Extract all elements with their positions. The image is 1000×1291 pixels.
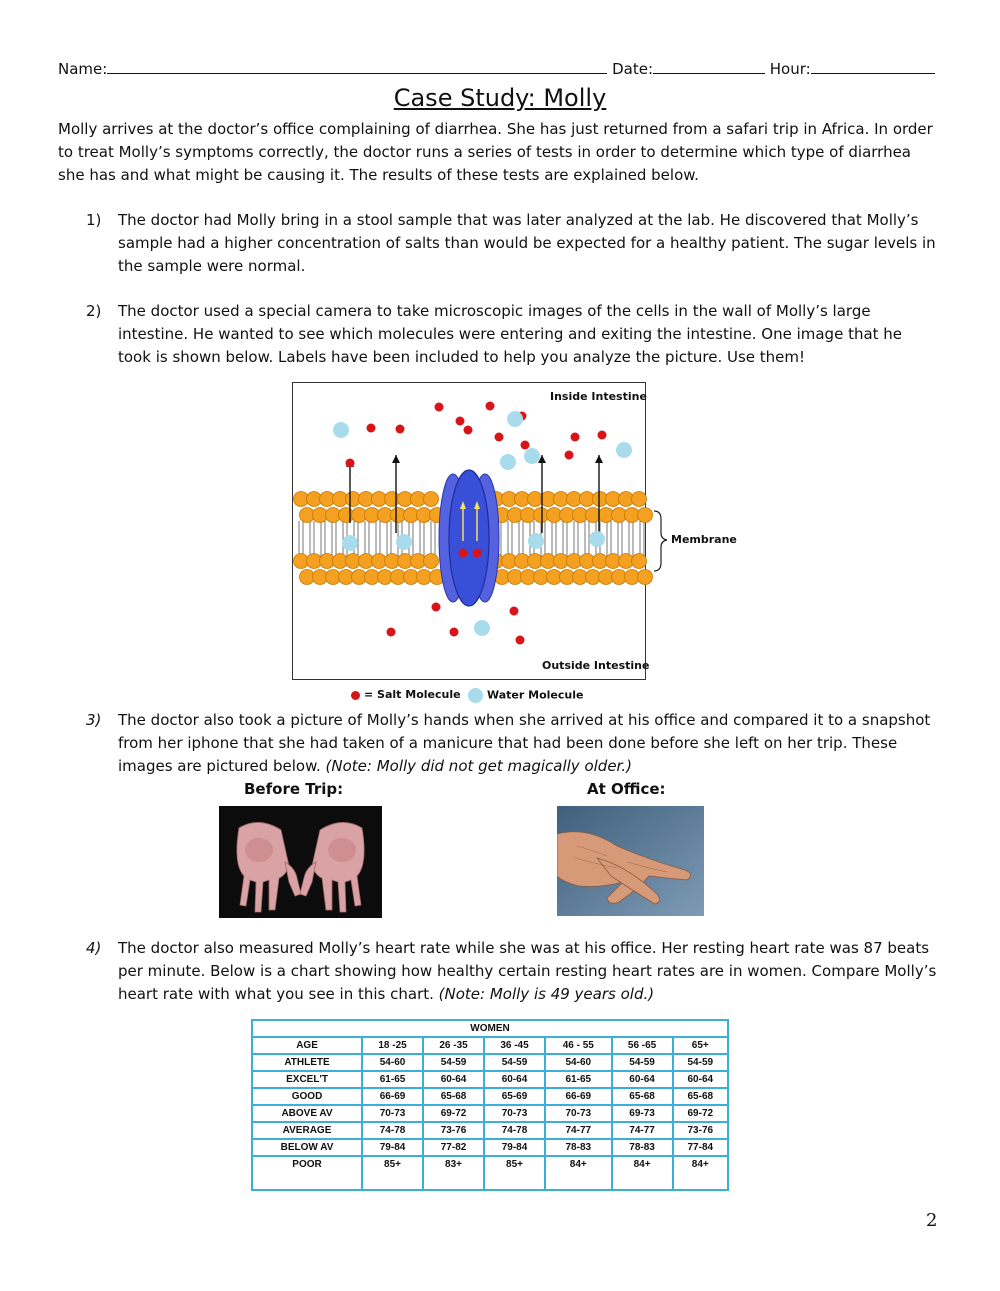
water-molecule bbox=[524, 448, 540, 464]
table-row bbox=[252, 1037, 728, 1054]
table-cell: 84+ bbox=[612, 1156, 673, 1190]
table-cell: 74-77 bbox=[545, 1122, 612, 1139]
lipid-head bbox=[424, 554, 439, 569]
table-cell: 77-82 bbox=[423, 1139, 484, 1156]
table-cell: 60-64 bbox=[423, 1071, 484, 1088]
salt-molecule bbox=[456, 417, 465, 426]
membrane-diagram bbox=[292, 382, 737, 680]
date-blank[interactable] bbox=[653, 72, 765, 74]
table-cell: 70-73 bbox=[484, 1105, 545, 1122]
water-molecule bbox=[507, 411, 523, 427]
table-cell: 54-59 bbox=[484, 1054, 545, 1071]
question-text: The doctor used a special camera to take microscopic images of the cells in the wall of Molly’s large intestine. He wanted to see which molecules were entering and exiting the intestine. One image that he took is shown below. Labels have been included to help you analyze the picture. Use them! bbox=[118, 302, 903, 366]
legend-water: Water Molecule bbox=[468, 688, 583, 703]
question-number: 3) bbox=[86, 711, 102, 729]
table-cell: 70-73 bbox=[362, 1105, 423, 1122]
salt-molecule bbox=[464, 426, 473, 435]
row-header-cell: ABOVE AV bbox=[252, 1105, 362, 1122]
question-1 bbox=[86, 209, 938, 278]
outside-intestine-label: Outside Intestine bbox=[542, 659, 650, 672]
table-cell: 79-84 bbox=[484, 1139, 545, 1156]
table-cell: 77-84 bbox=[673, 1139, 728, 1156]
salt-molecule bbox=[521, 441, 530, 450]
water-molecule bbox=[616, 442, 632, 458]
table-cell: 60-64 bbox=[673, 1071, 728, 1088]
row-header-cell: AVERAGE bbox=[252, 1122, 362, 1139]
table-cell: 61-65 bbox=[362, 1071, 423, 1088]
salt-molecule bbox=[510, 607, 519, 616]
date-label: Date: bbox=[612, 60, 653, 78]
table-cell: 54-60 bbox=[545, 1054, 612, 1071]
table-cell: 70-73 bbox=[545, 1105, 612, 1122]
table-cell: 83+ bbox=[423, 1156, 484, 1190]
salt-molecule bbox=[495, 433, 504, 442]
water-molecule bbox=[474, 620, 490, 636]
question-text: The doctor had Molly bring in a stool sample that was later analyzed at the lab. He discovered that Molly’s sample had a higher concentration of salts than would be expected for a healthy patient. The sugar levels in the sample were normal. bbox=[118, 211, 936, 275]
question-text: The doctor also took a picture of Molly’s hands when she arrived at his office and compared it to a snapshot from her iphone that she had taken of a manicure that had been done before she left on her trip. These images are pictured below. (Note: Molly did not get magically older.) bbox=[118, 711, 931, 775]
salt-molecule bbox=[396, 425, 405, 434]
lipid-head bbox=[632, 554, 647, 569]
lipid-head bbox=[638, 570, 653, 585]
row-header-cell: BELOW AV bbox=[252, 1139, 362, 1156]
channel-protein-core bbox=[449, 470, 489, 606]
table-cell: 60-64 bbox=[612, 1071, 673, 1088]
salt-molecule bbox=[367, 424, 376, 433]
question-3 bbox=[86, 709, 938, 778]
question-note: (Note: Molly is 49 years old.) bbox=[438, 985, 655, 1003]
table-cell: 69-72 bbox=[423, 1105, 484, 1122]
table-cell: 65-68 bbox=[673, 1088, 728, 1105]
water-molecule bbox=[589, 531, 605, 547]
salt-molecule bbox=[450, 628, 459, 637]
question-number: 4) bbox=[86, 939, 102, 957]
salt-molecule-icon bbox=[351, 691, 360, 700]
salt-molecule bbox=[435, 403, 444, 412]
legend-salt: = Salt Molecule bbox=[351, 688, 461, 701]
table-cell: 26 -35 bbox=[423, 1037, 484, 1054]
page-number: 2 bbox=[926, 1210, 938, 1231]
lipid-head bbox=[424, 492, 439, 507]
heart-rate-table bbox=[251, 1019, 729, 1191]
question-4 bbox=[86, 937, 938, 1006]
aged-hands-photo bbox=[557, 806, 704, 916]
row-header-cell: POOR bbox=[252, 1156, 362, 1190]
salt-molecule bbox=[387, 628, 396, 637]
table-cell: 65-68 bbox=[423, 1088, 484, 1105]
row-header-cell: AGE bbox=[252, 1037, 362, 1054]
table-cell: 79-84 bbox=[362, 1139, 423, 1156]
transport-arrow-head bbox=[595, 455, 603, 463]
table-cell: 65+ bbox=[673, 1037, 728, 1054]
page-title: Case Study: Molly bbox=[393, 84, 607, 112]
table-cell: 78-83 bbox=[612, 1139, 673, 1156]
table-cell: 54-60 bbox=[362, 1054, 423, 1071]
table-cell: 56 -65 bbox=[612, 1037, 673, 1054]
row-header-cell: GOOD bbox=[252, 1088, 362, 1105]
salt-molecule bbox=[486, 402, 495, 411]
lipid-head bbox=[632, 492, 647, 507]
table-cell: 85+ bbox=[362, 1156, 423, 1190]
row-header-cell: EXCEL'T bbox=[252, 1071, 362, 1088]
table-cell: 78-83 bbox=[545, 1139, 612, 1156]
salt-molecule bbox=[473, 549, 482, 558]
table-row bbox=[252, 1054, 728, 1071]
table-row bbox=[252, 1071, 728, 1088]
at-office-label: At Office: bbox=[587, 780, 666, 798]
table-cell: 46 - 55 bbox=[545, 1037, 612, 1054]
water-molecule-icon bbox=[468, 688, 483, 703]
water-molecule bbox=[396, 534, 412, 550]
table-cell: 65-68 bbox=[612, 1088, 673, 1105]
table-cell: 61-65 bbox=[545, 1071, 612, 1088]
table-cell: 54-59 bbox=[612, 1054, 673, 1071]
row-header-cell: ATHLETE bbox=[252, 1054, 362, 1071]
salt-molecule bbox=[598, 431, 607, 440]
salt-molecule bbox=[432, 603, 441, 612]
salt-molecule bbox=[516, 636, 525, 645]
table-cell: 54-59 bbox=[673, 1054, 728, 1071]
question-text: The doctor also measured Molly’s heart rate while she was at his office. Her resting heart rate was 87 beats per minute. Below is a chart showing how healthy certain resting heart rates are in women. Compare Molly’s heart rate with what you see in this chart. (Note: Molly is 49 years old.) bbox=[118, 939, 937, 1003]
lipid-head bbox=[638, 508, 653, 523]
table-cell: 54-59 bbox=[423, 1054, 484, 1071]
table-cell: 74-78 bbox=[362, 1122, 423, 1139]
table-row bbox=[252, 1122, 728, 1139]
water-molecule bbox=[342, 535, 358, 551]
salt-molecule bbox=[571, 433, 580, 442]
table-cell: 66-69 bbox=[545, 1088, 612, 1105]
salt-molecule bbox=[565, 451, 574, 460]
water-molecule bbox=[528, 533, 544, 549]
water-molecule bbox=[500, 454, 516, 470]
intro-paragraph: Molly arrives at the doctor’s office complaining of diarrhea. She has just returned from a safari trip in Africa. In order to treat Molly’s symptoms correctly, the doctor runs a series of tests in order to determine which type of diarrhea she has and what might be causing it. The results of these tests are explained below. bbox=[58, 120, 933, 184]
table-cell: 74-77 bbox=[612, 1122, 673, 1139]
table-cell: 85+ bbox=[484, 1156, 545, 1190]
young-hands-photo bbox=[219, 806, 382, 918]
question-2 bbox=[86, 300, 938, 369]
table-title: WOMEN bbox=[252, 1020, 728, 1037]
name-blank[interactable] bbox=[107, 72, 607, 74]
table-cell: 60-64 bbox=[484, 1071, 545, 1088]
table-cell: 66-69 bbox=[362, 1088, 423, 1105]
header-fields bbox=[58, 60, 938, 78]
table-cell: 84+ bbox=[673, 1156, 728, 1190]
salt-molecule bbox=[346, 459, 355, 468]
table-cell: 69-73 bbox=[612, 1105, 673, 1122]
table-cell: 74-78 bbox=[484, 1122, 545, 1139]
inside-intestine-label: Inside Intestine bbox=[550, 390, 647, 403]
table-row bbox=[252, 1105, 728, 1122]
table-row bbox=[252, 1156, 728, 1190]
salt-molecule bbox=[459, 549, 468, 558]
table-row bbox=[252, 1139, 728, 1156]
hour-label: Hour: bbox=[769, 60, 811, 78]
table-cell: 18 -25 bbox=[362, 1037, 423, 1054]
membrane-illustration bbox=[293, 383, 645, 679]
table-cell: 69-72 bbox=[673, 1105, 728, 1122]
table-cell: 65-69 bbox=[484, 1088, 545, 1105]
water-molecule bbox=[333, 422, 349, 438]
transport-arrow-head bbox=[392, 455, 400, 463]
table-cell: 73-76 bbox=[673, 1122, 728, 1139]
table-cell: 73-76 bbox=[423, 1122, 484, 1139]
hour-blank[interactable] bbox=[811, 72, 935, 74]
table-row bbox=[252, 1088, 728, 1105]
question-number: 2) bbox=[86, 302, 102, 320]
before-trip-label: Before Trip: bbox=[244, 780, 344, 798]
table-cell: 36 -45 bbox=[484, 1037, 545, 1054]
question-number: 1) bbox=[86, 211, 102, 229]
membrane-label: Membrane bbox=[671, 533, 737, 546]
question-note: (Note: Molly did not get magically older.) bbox=[325, 757, 632, 775]
membrane-brace bbox=[654, 511, 667, 571]
name-label: Name: bbox=[58, 60, 108, 78]
table-cell: 84+ bbox=[545, 1156, 612, 1190]
